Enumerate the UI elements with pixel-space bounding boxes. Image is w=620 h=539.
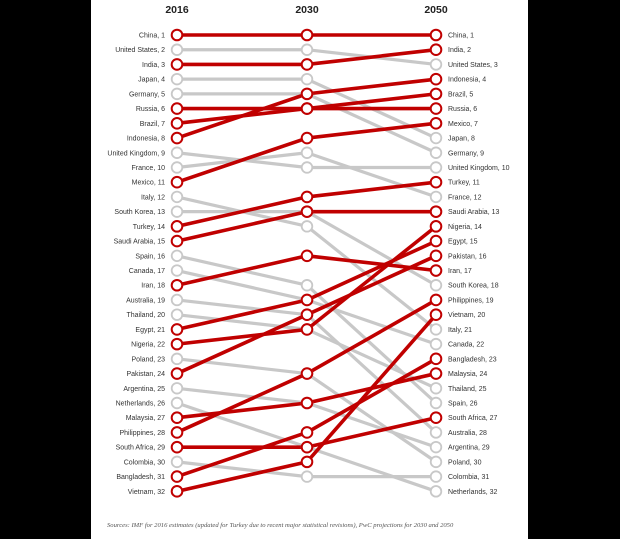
marker-south-korea-2050 bbox=[431, 280, 442, 291]
label-2050-rank-18: South Korea, 18 bbox=[448, 282, 499, 290]
label-2016-rank-10: France, 10 bbox=[131, 164, 165, 172]
label-2016-rank-14: Turkey, 14 bbox=[132, 223, 165, 231]
label-2050-rank-15: Egypt, 15 bbox=[448, 238, 478, 246]
source-note: Sources: IMF for 2016 estimates (updated for Turkey due to recent major statistical revisions), PwC projections for 2030 and 2050 bbox=[107, 522, 454, 529]
marker-south-africa-2030 bbox=[302, 442, 313, 453]
label-2050-rank-16: Pakistan, 16 bbox=[448, 253, 487, 261]
marker-saudi-arabia-2030 bbox=[302, 206, 313, 217]
label-2050-rank-5: Brazil, 5 bbox=[448, 91, 474, 99]
marker-nigeria-2016 bbox=[172, 339, 183, 350]
marker-colombia-2016 bbox=[172, 457, 183, 468]
label-2016-rank-22: Nigeria, 22 bbox=[131, 341, 165, 349]
label-2050-rank-2: India, 2 bbox=[448, 47, 471, 55]
marker-poland-2016 bbox=[172, 354, 183, 365]
column-header-2030: 2030 bbox=[295, 4, 319, 16]
label-2050-rank-17: Iran, 17 bbox=[448, 268, 472, 276]
marker-argentina-2016 bbox=[172, 383, 183, 394]
label-2016-rank-25: Argentina, 25 bbox=[123, 385, 165, 393]
marker-indonesia-2016 bbox=[172, 133, 183, 144]
marker-germany-2016 bbox=[172, 89, 183, 100]
column-header-2050: 2050 bbox=[424, 4, 448, 16]
marker-italy-2050 bbox=[431, 324, 442, 335]
marker-spain-2030 bbox=[302, 280, 313, 291]
label-2050-rank-8: Japan, 8 bbox=[448, 135, 475, 143]
marker-turkey-2016 bbox=[172, 221, 183, 232]
marker-france-2050 bbox=[431, 192, 442, 203]
label-2050-rank-13: Saudi Arabia, 13 bbox=[448, 209, 500, 217]
marker-turkey-2050 bbox=[431, 177, 442, 188]
label-2016-rank-5: Germany, 5 bbox=[128, 91, 165, 99]
label-2050-rank-24: Malaysia, 24 bbox=[448, 371, 488, 379]
marker-canada-2050 bbox=[431, 339, 442, 350]
marker-poland-2050 bbox=[431, 457, 442, 468]
marker-thailand-2016 bbox=[172, 309, 183, 320]
label-2050-rank-29: Argentina, 29 bbox=[448, 444, 490, 452]
marker-japan-2016 bbox=[172, 74, 183, 85]
marker-colombia-2050 bbox=[431, 471, 442, 482]
marker-france-2016 bbox=[172, 162, 183, 173]
label-2016-rank-16: Spain, 16 bbox=[135, 253, 165, 261]
label-2016-rank-2: United States, 2 bbox=[115, 47, 165, 55]
marker-colombia-2030 bbox=[302, 471, 313, 482]
marker-mexico-2050 bbox=[431, 118, 442, 129]
marker-germany-2050 bbox=[431, 147, 442, 158]
marker-united-kingdom-2050 bbox=[431, 162, 442, 173]
marker-malaysia-2016 bbox=[172, 412, 183, 423]
marker-vietnam-2016 bbox=[172, 486, 183, 497]
label-2016-rank-6: Russia, 6 bbox=[135, 106, 165, 114]
marker-mexico-2030 bbox=[302, 133, 313, 144]
marker-bangladesh-2016 bbox=[172, 471, 183, 482]
marker-indonesia-2030 bbox=[302, 89, 313, 100]
label-2016-rank-30: Colombia, 30 bbox=[123, 459, 165, 467]
marker-pakistan-2016 bbox=[172, 368, 183, 379]
marker-turkey-2030 bbox=[302, 192, 313, 203]
label-2016-rank-18: Iran, 18 bbox=[141, 282, 165, 290]
label-2050-rank-19: Philippines, 19 bbox=[448, 297, 494, 305]
marker-united-kingdom-2016 bbox=[172, 147, 183, 158]
label-2016-rank-4: Japan, 4 bbox=[138, 76, 165, 84]
marker-australia-2050 bbox=[431, 427, 442, 438]
marker-mexico-2016 bbox=[172, 177, 183, 188]
marker-italy-2016 bbox=[172, 192, 183, 203]
label-2050-rank-14: Nigeria, 14 bbox=[448, 223, 482, 231]
label-2016-rank-11: Mexico, 11 bbox=[131, 179, 165, 187]
label-2016-rank-24: Pakistan, 24 bbox=[126, 371, 165, 379]
label-2016-rank-28: Philippines, 28 bbox=[119, 429, 165, 437]
marker-philippines-2030 bbox=[302, 368, 313, 379]
marker-egypt-2030 bbox=[302, 295, 313, 306]
marker-india-2030 bbox=[302, 59, 313, 70]
marker-indonesia-2050 bbox=[431, 74, 442, 85]
marker-pakistan-2050 bbox=[431, 251, 442, 262]
label-2050-rank-25: Thailand, 25 bbox=[448, 385, 487, 393]
marker-china-2030 bbox=[302, 30, 313, 41]
marker-india-2050 bbox=[431, 44, 442, 55]
label-2016-rank-20: Thailand, 20 bbox=[126, 312, 165, 320]
column-header-2016: 2016 bbox=[165, 4, 189, 16]
marker-china-2016 bbox=[172, 30, 183, 41]
label-2016-rank-27: Malaysia, 27 bbox=[125, 415, 165, 423]
marker-saudi-arabia-2016 bbox=[172, 236, 183, 247]
marker-bangladesh-2030 bbox=[302, 427, 313, 438]
marker-vietnam-2050 bbox=[431, 309, 442, 320]
label-2016-rank-32: Vietnam, 32 bbox=[127, 488, 165, 496]
label-2016-rank-23: Poland, 23 bbox=[131, 356, 165, 364]
label-2016-rank-9: United Kingdom, 9 bbox=[107, 150, 165, 158]
marker-brazil-2050 bbox=[431, 89, 442, 100]
marker-thailand-2050 bbox=[431, 383, 442, 394]
marker-philippines-2050 bbox=[431, 295, 442, 306]
marker-nigeria-2030 bbox=[302, 324, 313, 335]
label-2050-rank-27: South Africa, 27 bbox=[448, 415, 498, 423]
label-2050-rank-7: Mexico, 7 bbox=[448, 120, 478, 128]
marker-russia-2016 bbox=[172, 103, 183, 114]
marker-iran-2050 bbox=[431, 265, 442, 276]
label-2050-rank-6: Russia, 6 bbox=[448, 106, 478, 114]
marker-australia-2016 bbox=[172, 295, 183, 306]
label-2016-rank-19: Australia, 19 bbox=[126, 297, 165, 305]
marker-iran-2030 bbox=[302, 251, 313, 262]
marker-united-kingdom-2030 bbox=[302, 162, 313, 173]
label-2050-rank-21: Italy, 21 bbox=[448, 326, 472, 334]
label-2016-rank-12: Italy, 12 bbox=[141, 194, 165, 202]
marker-france-2030 bbox=[302, 147, 313, 158]
label-2050-rank-20: Vietnam, 20 bbox=[448, 312, 486, 320]
label-2016-rank-7: Brazil, 7 bbox=[139, 120, 165, 128]
marker-malaysia-2050 bbox=[431, 368, 442, 379]
marker-vietnam-2030 bbox=[302, 457, 313, 468]
marker-italy-2030 bbox=[302, 221, 313, 232]
label-2050-rank-28: Australia, 28 bbox=[448, 429, 487, 437]
marker-united-states-2050 bbox=[431, 59, 442, 70]
label-2016-rank-15: Saudi Arabia, 15 bbox=[113, 238, 165, 246]
marker-canada-2016 bbox=[172, 265, 183, 276]
marker-india-2016 bbox=[172, 59, 183, 70]
marker-spain-2050 bbox=[431, 398, 442, 409]
marker-brazil-2030 bbox=[302, 103, 313, 114]
label-2050-rank-22: Canada, 22 bbox=[448, 341, 485, 349]
marker-spain-2016 bbox=[172, 251, 183, 262]
marker-saudi-arabia-2050 bbox=[431, 206, 442, 217]
marker-netherlands-2016 bbox=[172, 398, 183, 409]
label-2016-rank-21: Egypt, 21 bbox=[135, 326, 165, 334]
marker-bangladesh-2050 bbox=[431, 354, 442, 365]
marker-south-korea-2016 bbox=[172, 206, 183, 217]
chart-panel bbox=[91, 0, 528, 539]
marker-united-states-2016 bbox=[172, 44, 183, 55]
label-2050-rank-26: Spain, 26 bbox=[448, 400, 478, 408]
marker-pakistan-2030 bbox=[302, 309, 313, 320]
marker-united-states-2030 bbox=[302, 44, 313, 55]
marker-iran-2016 bbox=[172, 280, 183, 291]
marker-philippines-2016 bbox=[172, 427, 183, 438]
marker-egypt-2050 bbox=[431, 236, 442, 247]
label-2050-rank-10: United Kingdom, 10 bbox=[448, 164, 510, 172]
label-2016-rank-26: Netherlands, 26 bbox=[115, 400, 165, 408]
label-2016-rank-17: Canada, 17 bbox=[128, 268, 165, 276]
label-2016-rank-29: South Africa, 29 bbox=[115, 444, 165, 452]
label-2016-rank-31: Bangladesh, 31 bbox=[116, 474, 165, 482]
label-2050-rank-3: United States, 3 bbox=[448, 61, 498, 69]
marker-japan-2050 bbox=[431, 133, 442, 144]
label-2016-rank-13: South Korea, 13 bbox=[114, 209, 165, 217]
label-2050-rank-30: Poland, 30 bbox=[448, 459, 482, 467]
marker-south-africa-2016 bbox=[172, 442, 183, 453]
gdp-ranking-slope-chart bbox=[91, 0, 528, 539]
marker-nigeria-2050 bbox=[431, 221, 442, 232]
label-2050-rank-12: France, 12 bbox=[448, 194, 482, 202]
label-2050-rank-4: Indonesia, 4 bbox=[448, 76, 487, 84]
marker-malaysia-2030 bbox=[302, 398, 313, 409]
marker-russia-2050 bbox=[431, 103, 442, 114]
label-2050-rank-32: Netherlands, 32 bbox=[448, 488, 498, 496]
marker-south-africa-2050 bbox=[431, 412, 442, 423]
label-2016-rank-3: India, 3 bbox=[142, 61, 165, 69]
marker-brazil-2016 bbox=[172, 118, 183, 129]
label-2050-rank-9: Germany, 9 bbox=[448, 150, 485, 158]
label-2050-rank-23: Bangladesh, 23 bbox=[448, 356, 497, 364]
marker-netherlands-2050 bbox=[431, 486, 442, 497]
marker-argentina-2050 bbox=[431, 442, 442, 453]
marker-japan-2030 bbox=[302, 74, 313, 85]
series-line-france bbox=[177, 153, 436, 197]
label-2050-rank-31: Colombia, 31 bbox=[448, 474, 490, 482]
label-2050-rank-11: Turkey, 11 bbox=[448, 179, 480, 187]
marker-egypt-2016 bbox=[172, 324, 183, 335]
label-2016-rank-8: Indonesia, 8 bbox=[126, 135, 165, 143]
marker-china-2050 bbox=[431, 30, 442, 41]
label-2016-rank-1: China, 1 bbox=[138, 32, 165, 40]
label-2050-rank-1: China, 1 bbox=[448, 32, 475, 40]
